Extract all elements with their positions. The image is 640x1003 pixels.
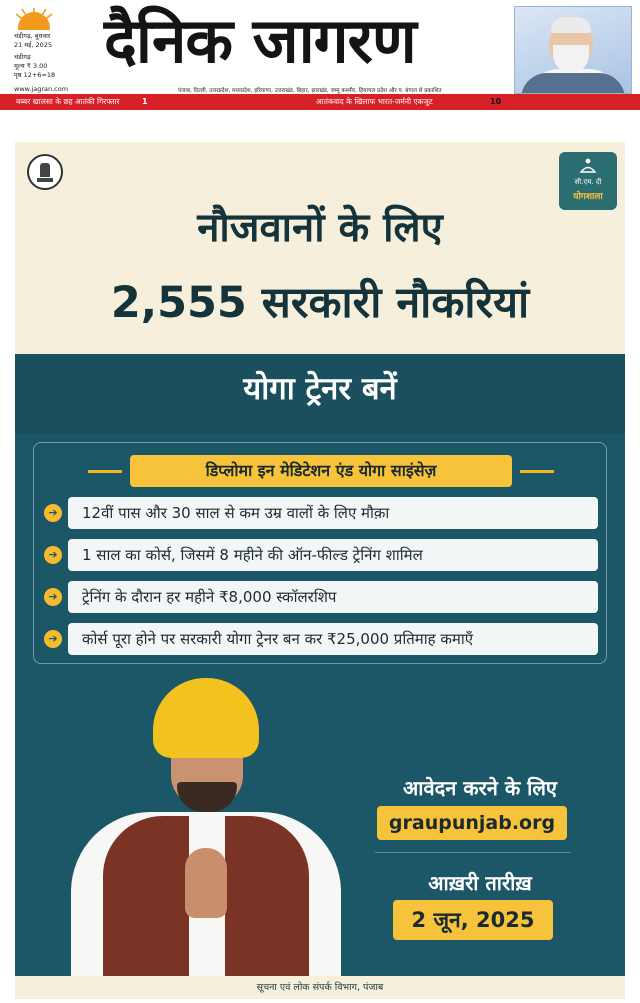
list-item-text: कोर्स पूरा होने पर सरकारी योगा ट्रेनर बन कर ₹25,000 प्रतिमाह कमाएँ [68, 623, 598, 655]
editions-line: पंजाब, दिल्ली, उत्तरप्रदेश, मध्यप्रदेश, हरियाणा, उत्तराखंड, बिहार, झारखंड, जम्मू कश्मीर, हिमाचल प्रदेश और प. बंगाल से प्रकाशित [178, 88, 442, 94]
arrow-bullet-icon: ➔ [44, 630, 62, 648]
price: मूल्य ₹ 3.00 [14, 62, 48, 70]
city-day: चंडीगढ़, बुधवार [14, 32, 51, 40]
promo-photo [514, 6, 632, 94]
list-item-text: 1 साल का कोर्स, जिसमें 8 महीने की ऑन-फील्ड ट्रेनिंग शामिल [68, 539, 598, 571]
list-item [44, 497, 598, 529]
last-date-label: आख़री तारीख़ [428, 871, 532, 895]
ad-subheading: योगा ट्रेनर बनें [243, 371, 397, 407]
website-link[interactable]: www.jagran.com [14, 85, 69, 93]
ad-headline-line-2: 2,555 सरकारी नौकरियां [110, 278, 530, 328]
publication-info [14, 32, 104, 80]
list-item-text: ट्रेनिंग के दौरान हर महीने ₹8,000 स्कॉलरशिप [68, 581, 598, 613]
divider-dash-left [88, 470, 122, 473]
apply-label: आवेदन करने के लिए [403, 776, 557, 800]
ad-footer-credit: सूचना एवं लोक संपर्क विभाग, पंजाब [15, 976, 625, 999]
yoga-advertisement [15, 142, 625, 999]
diploma-title-row [34, 453, 608, 489]
issue-date: 21 मई, 2025 [14, 41, 53, 49]
apply-url-link[interactable]: graupunjab.org [377, 806, 567, 840]
arrow-bullet-icon: ➔ [44, 546, 62, 564]
lotus-icon [579, 157, 597, 175]
arrow-bullet-icon: ➔ [44, 588, 62, 606]
edition-name: चंडीगढ़ [14, 53, 31, 61]
list-item [44, 623, 598, 655]
ticker-right-page: 10 [490, 97, 502, 106]
chief-minister-photo [63, 678, 373, 978]
divider-dash-right [520, 470, 554, 473]
page-gap [0, 110, 640, 142]
ad-headline-line-1: नौजवानों के लिए [197, 205, 443, 251]
ticker-left-page: 1 [142, 97, 148, 106]
page-count: पृष्ठ 12+6=18 [14, 71, 56, 79]
last-date-value: 2 जून, 2025 [393, 900, 553, 940]
logo-line-1: सी.एम. दी [574, 178, 602, 186]
diploma-title: डिप्लोमा इन मेडिटेशन एंड योगा साइंसेज़ [130, 455, 512, 487]
apply-divider [375, 852, 571, 853]
state-emblem-icon [27, 154, 63, 190]
list-item-text: 12वीं पास और 30 साल से कम उम्र वालों के लिए मौक़ा [68, 497, 598, 529]
headline-ticker [0, 94, 640, 110]
ticker-left-headline[interactable]: बब्बर खालसा के छह आतंकी गिरफ्तार [16, 97, 120, 106]
arrow-bullet-icon: ➔ [44, 504, 62, 522]
course-info-panel [33, 442, 607, 664]
sun-logo-icon [14, 8, 54, 30]
list-item [44, 581, 598, 613]
ticker-right-headline[interactable]: आतंकवाद के खिलाफ भारत-जर्मनी एकजुट [316, 97, 433, 106]
newspaper-title: दैनिक जागरण [104, 4, 416, 77]
logo-line-2: योगशाला [573, 192, 603, 202]
list-item [44, 539, 598, 571]
